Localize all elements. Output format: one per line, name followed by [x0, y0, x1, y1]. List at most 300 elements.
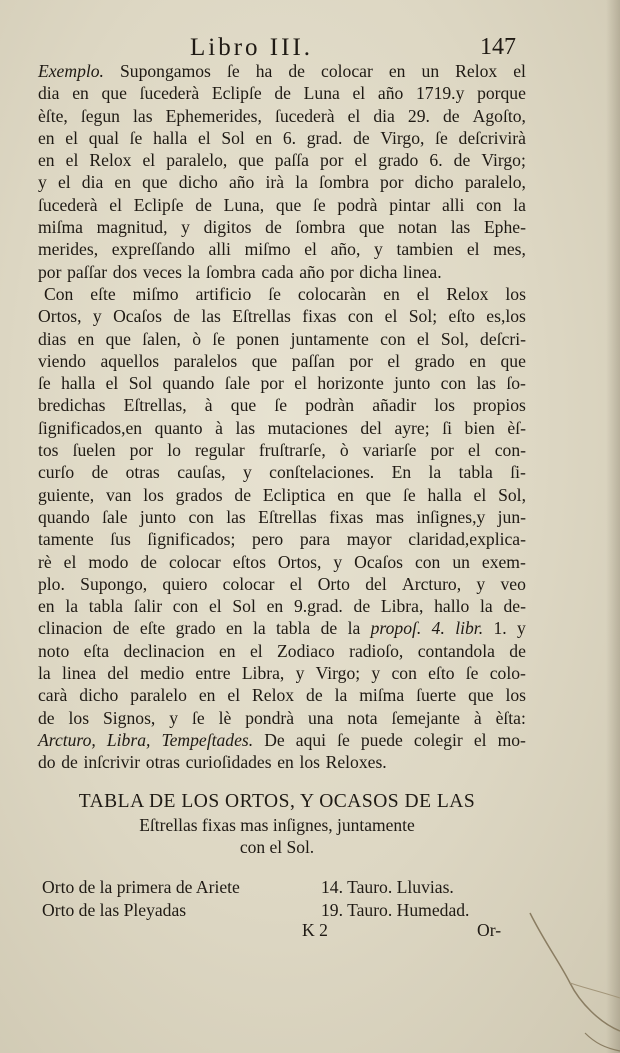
word: lo: [167, 440, 181, 461]
word: En: [391, 462, 412, 483]
word: y: [476, 573, 486, 594]
word: Ephemerides,: [165, 105, 262, 126]
word: grado: [378, 150, 419, 171]
word: noto: [38, 640, 70, 661]
text-line: [38, 417, 526, 439]
word: Tempeſtades.: [161, 729, 254, 750]
word: propoſ.: [370, 618, 422, 639]
word: del: [365, 573, 387, 594]
word: paralelo,: [464, 172, 526, 193]
word: ponen: [236, 328, 280, 349]
word: de: [140, 551, 157, 572]
word: jun-: [497, 506, 526, 527]
word: miſma: [38, 217, 83, 238]
word: ſucederà: [38, 194, 98, 215]
text-line: [38, 60, 526, 82]
word: y: [517, 618, 526, 639]
word: ha: [255, 61, 273, 81]
text-line: [38, 194, 526, 216]
word: fruſtrarſe,: [258, 440, 326, 461]
word: Relox: [89, 150, 132, 171]
word: 29.: [407, 105, 430, 126]
word: el: [513, 61, 526, 81]
text-line: [38, 595, 526, 617]
word: Eſtrellas: [258, 506, 317, 527]
word: la: [252, 618, 266, 639]
table-cell-position: 19. Tauro. Humedad.: [321, 900, 470, 920]
word: halla: [61, 373, 96, 394]
word: en: [72, 83, 89, 104]
word: el: [197, 127, 211, 148]
text-line: [38, 751, 526, 773]
word: las: [235, 417, 256, 438]
word: colocar: [222, 573, 275, 594]
word: en: [255, 127, 273, 148]
text-line: [38, 105, 526, 127]
word: con: [440, 373, 467, 394]
word: Ortos,: [38, 306, 82, 327]
word: de: [234, 484, 252, 505]
word: ſalen,: [142, 328, 181, 349]
word: tamente: [38, 529, 94, 550]
word: notan: [397, 217, 438, 238]
word: ſus: [110, 529, 131, 550]
word: de: [288, 61, 305, 81]
word: deſcri-: [480, 328, 526, 349]
word: ſuerte: [416, 685, 457, 706]
word: en: [266, 596, 284, 617]
word: las: [226, 506, 246, 527]
word: de: [453, 150, 471, 171]
word: curioſidades: [185, 752, 272, 773]
text-line: [38, 729, 526, 751]
word: las: [133, 105, 153, 126]
word: paralelo: [130, 685, 187, 706]
word: ſe: [313, 194, 326, 215]
text-line: [38, 82, 526, 104]
word: ſi-: [510, 462, 526, 483]
word: modo: [88, 551, 129, 572]
word: con-: [494, 440, 526, 461]
word: ſucederà: [139, 83, 200, 104]
word: quiero: [162, 573, 208, 594]
word: ſe: [435, 127, 448, 148]
word: irà: [265, 172, 285, 193]
word: expreſſando: [111, 239, 195, 260]
word: declinacion: [123, 640, 205, 661]
word: libr.: [455, 618, 484, 639]
word: en: [388, 61, 406, 81]
word: de: [38, 707, 55, 728]
word: porque: [477, 83, 526, 104]
word: los: [299, 752, 320, 773]
word: Agoſto,: [472, 105, 526, 126]
word: paſſar: [67, 261, 108, 282]
word: inſignes,y: [416, 506, 486, 527]
word: Sol: [232, 596, 256, 617]
word: Libra,: [380, 596, 424, 617]
word: mayor: [346, 529, 392, 550]
word: 1719.y: [415, 83, 465, 104]
table-row: [42, 899, 522, 922]
word: los: [68, 707, 90, 728]
running-head: Libro III.: [190, 34, 314, 61]
word: por: [129, 440, 154, 461]
text-line: [38, 684, 526, 706]
word: que: [101, 83, 127, 104]
word: con: [188, 506, 214, 527]
word: paſſan: [291, 350, 335, 371]
word: por: [430, 440, 454, 461]
word: de: [195, 194, 212, 215]
word: el: [384, 306, 398, 327]
word: Exemplo.: [38, 61, 104, 81]
word: viendo: [38, 350, 86, 371]
word: Ephe-: [483, 217, 526, 238]
word: propios: [473, 395, 526, 416]
text-line: [38, 617, 526, 639]
word: ſuelen: [72, 440, 116, 461]
word: Libra,: [241, 663, 285, 684]
word: ſe: [191, 707, 205, 728]
word: hallo: [434, 596, 470, 617]
word: fixas: [329, 506, 364, 527]
word: el: [249, 640, 263, 661]
word: veo: [500, 573, 526, 594]
word: halla: [427, 484, 462, 505]
word: de-: [503, 596, 526, 617]
word: grad.: [306, 127, 343, 148]
word: de: [265, 217, 282, 238]
word: y: [92, 306, 102, 327]
word: el: [65, 150, 79, 171]
word: el: [289, 573, 303, 594]
word: Ortos,: [277, 551, 322, 572]
word: la: [187, 261, 201, 282]
word: y: [371, 663, 381, 684]
word: Ocaſos: [354, 551, 403, 572]
word: Sol,: [498, 484, 526, 505]
text-line: [38, 283, 526, 305]
word: eſtos: [232, 551, 266, 572]
word: bredichas: [38, 395, 106, 416]
word: mes,: [493, 239, 526, 260]
word: fixas: [302, 306, 337, 327]
word: de: [91, 462, 109, 483]
word: de: [61, 752, 78, 773]
word: con: [391, 663, 417, 684]
word: pondrà: [245, 707, 295, 728]
word: 9.grad.: [293, 596, 343, 617]
word: el: [105, 373, 119, 394]
word: colocar: [168, 551, 221, 572]
word: clinacion: [38, 618, 103, 639]
word: mutaciones: [267, 417, 348, 438]
word: halla: [153, 127, 188, 148]
word: otras: [125, 462, 160, 483]
word: de: [112, 618, 130, 639]
word: un: [421, 61, 440, 81]
word: tabla: [88, 596, 123, 617]
word: quando: [162, 373, 215, 394]
word: Sol,: [440, 328, 469, 349]
word: colegir: [413, 729, 463, 750]
word: en: [77, 328, 95, 349]
word: por: [320, 150, 344, 171]
word: ſemejante: [391, 707, 460, 728]
word: juntamente: [290, 328, 369, 349]
word: nota: [347, 707, 378, 728]
word: ſegun: [80, 105, 120, 126]
word: ſe: [274, 395, 288, 416]
word: del: [107, 663, 129, 684]
word: eſto: [448, 306, 475, 327]
word: 1.: [493, 618, 507, 639]
word: ſombra: [205, 261, 256, 282]
word: èſta:: [495, 707, 526, 728]
word: ſalir: [133, 596, 163, 617]
word: aquellos: [100, 350, 160, 371]
text-line: [38, 350, 526, 372]
word: Supongamos: [120, 61, 211, 81]
signature-mark: K 2: [302, 920, 328, 940]
word: radioſo,: [349, 640, 404, 661]
word: en: [383, 283, 400, 304]
word: un: [452, 551, 470, 572]
text-line: [38, 328, 526, 350]
text-line: [38, 573, 526, 595]
word: dias: [38, 328, 67, 349]
word: el: [57, 172, 71, 193]
word: la: [513, 194, 526, 215]
word: linea: [61, 663, 97, 684]
word: el: [467, 440, 481, 461]
word: Arcturo,: [38, 729, 96, 750]
word: en: [218, 640, 236, 661]
word: en: [469, 350, 486, 371]
word: de: [274, 83, 291, 104]
word: Relox: [455, 61, 498, 81]
word: el: [304, 239, 317, 260]
word: en: [337, 484, 354, 505]
word: ayre;: [394, 417, 430, 438]
word: colo-: [489, 663, 526, 684]
word: ſe: [268, 283, 281, 304]
word: que: [365, 484, 392, 505]
word: las: [476, 373, 496, 394]
word: y: [295, 663, 305, 684]
word: la: [65, 596, 79, 617]
table-cell-position: 14. Tauro. Lluvias.: [321, 877, 454, 897]
word: cauſas,: [177, 462, 226, 483]
table-title-line: Eſtrellas fixas mas inſignes, juntamente: [139, 815, 415, 835]
word: por: [349, 350, 373, 371]
word: quanto: [154, 417, 203, 438]
word: Virgo;: [481, 150, 526, 171]
word: colocaràn: [297, 283, 367, 304]
word: lè: [218, 707, 232, 728]
word: en: [38, 596, 55, 617]
word: artificio: [195, 283, 252, 304]
body-text: [38, 60, 526, 774]
table-cell-star: Orto de las Pleyadas: [42, 900, 187, 920]
word: linea.: [403, 261, 442, 282]
word: tabla: [276, 618, 311, 639]
word: tabla: [458, 462, 493, 483]
word: contandola: [417, 640, 495, 661]
text-line: [38, 506, 526, 528]
word: èſte,: [38, 105, 68, 126]
word: rè: [38, 551, 52, 572]
word: la: [334, 685, 348, 706]
word: medio: [140, 663, 185, 684]
word: grado: [175, 618, 216, 639]
word: con: [414, 551, 441, 572]
word: mo-: [497, 729, 526, 750]
word: dos: [112, 261, 138, 282]
word: Virgo,: [380, 127, 425, 148]
word: por: [260, 373, 284, 394]
word: Ocaſos: [113, 306, 162, 327]
word: con: [172, 596, 199, 617]
text-line: [38, 528, 526, 550]
word: qual: [88, 127, 119, 148]
word: Con: [44, 283, 74, 304]
word: que: [275, 194, 302, 215]
text-line: [38, 439, 526, 461]
word: à: [215, 417, 223, 438]
text-line: [38, 484, 526, 506]
word: los: [143, 484, 164, 505]
word: guiente,: [38, 484, 95, 505]
word: dia: [38, 83, 60, 104]
word: à: [473, 707, 482, 728]
table-title-line: con el Sol.: [239, 837, 315, 857]
word: el: [65, 127, 78, 148]
word: el: [109, 194, 122, 215]
word: año: [299, 261, 325, 282]
word: ſi: [442, 417, 452, 438]
word: do: [38, 752, 56, 773]
word: Reloxes.: [325, 752, 387, 773]
word: miſma: [359, 685, 405, 706]
word: ſe: [38, 373, 51, 394]
word: el: [473, 484, 487, 505]
word: Eclipſe: [133, 194, 184, 215]
word: variarſe: [362, 440, 417, 461]
word: plo.: [38, 573, 65, 594]
word: la: [295, 172, 308, 193]
word: tambien: [396, 239, 454, 260]
word: magnitud,: [96, 217, 168, 238]
word: èſ-: [507, 417, 526, 438]
word: en: [277, 752, 294, 773]
word: que: [230, 395, 257, 416]
word: ſe: [226, 61, 240, 81]
word: ſale: [224, 373, 251, 394]
word: eſte: [139, 618, 166, 639]
word: ſo-: [506, 373, 526, 394]
word: digitos: [203, 217, 252, 238]
word: que: [238, 150, 264, 171]
word: otras: [145, 752, 180, 773]
word: Eſtrellas,: [123, 395, 187, 416]
word: añadir: [372, 395, 417, 416]
word: dicho: [79, 685, 119, 706]
word: las: [201, 306, 221, 327]
word: bien: [464, 417, 495, 438]
page-header: [0, 32, 620, 62]
word: podrà: [337, 194, 378, 215]
word: deſcrivirà: [458, 127, 526, 148]
word: De: [264, 729, 285, 750]
word: la: [428, 462, 442, 483]
word: el: [294, 373, 307, 394]
word: van: [106, 484, 132, 505]
word: inſcrivir: [83, 752, 141, 773]
word: 4.: [431, 618, 445, 639]
word: regular: [194, 440, 245, 461]
word: dicho: [178, 172, 218, 193]
word: con: [476, 194, 502, 215]
text-line: [38, 662, 526, 684]
text-line: [38, 372, 526, 394]
word: que: [251, 350, 278, 371]
word: con: [347, 306, 374, 327]
word: los: [505, 685, 526, 706]
word: 6.: [282, 127, 297, 148]
word: en: [38, 127, 55, 148]
word: Relox: [252, 685, 295, 706]
word: la: [347, 618, 361, 639]
word: las: [450, 217, 471, 238]
word: año: [377, 83, 404, 104]
word: Luna,: [223, 194, 265, 215]
word: ſe: [337, 729, 350, 750]
table-cell-star: Orto de la primera de Ariete: [42, 877, 240, 897]
text-line: [38, 261, 526, 283]
text-line: [38, 707, 526, 729]
word: exem-: [481, 551, 526, 572]
word: Zodiaco: [277, 640, 335, 661]
word: y: [38, 172, 47, 193]
word: eſte: [90, 283, 116, 304]
word: pero: [251, 529, 284, 550]
word: del: [360, 417, 382, 438]
word: los: [505, 283, 526, 304]
text-line: [38, 127, 526, 149]
word: grados: [175, 484, 223, 505]
word: à: [204, 395, 213, 416]
word: cada: [261, 261, 294, 282]
word: mas: [375, 506, 405, 527]
word: entre: [195, 663, 231, 684]
word: año,: [330, 239, 361, 260]
word: ſale: [102, 506, 128, 527]
word: el: [63, 551, 77, 572]
word: claridad,explica-: [408, 529, 526, 550]
word: quando: [38, 506, 90, 527]
word: que: [468, 685, 494, 706]
word: junto: [394, 373, 431, 394]
catchword: Or-: [477, 920, 502, 940]
word: que: [105, 328, 131, 349]
word: 6.: [429, 150, 443, 171]
table-row: [42, 876, 522, 899]
word: ſignificados,en: [38, 417, 143, 438]
word: ſe: [212, 328, 226, 349]
word: por: [380, 172, 404, 193]
